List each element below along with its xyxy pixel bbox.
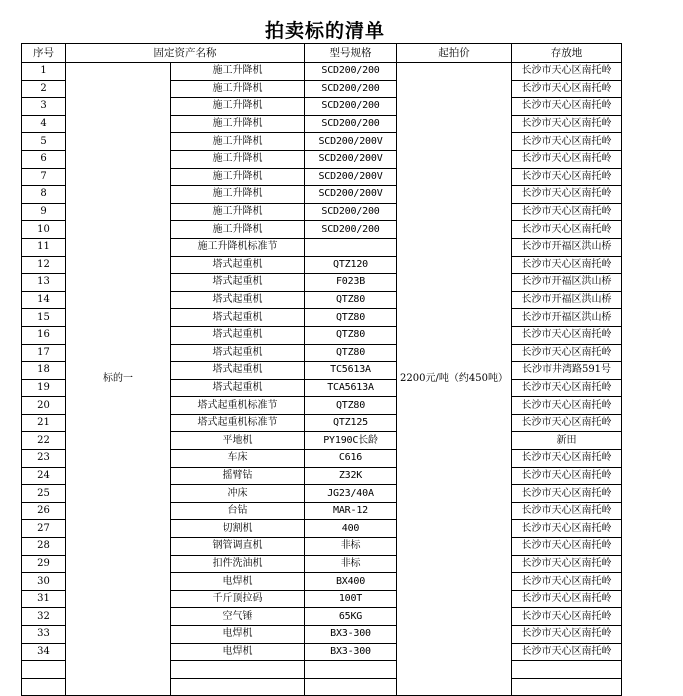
row-location: 长沙市天心区南托岭 [512,203,622,221]
row-no: 30 [22,573,66,591]
row-location: 长沙市天心区南托岭 [512,626,622,644]
row-no: 6 [22,150,66,168]
row-no: 9 [22,203,66,221]
header-model: 型号规格 [305,44,397,63]
row-no: 3 [22,98,66,116]
row-model: SCD200/200 [305,115,397,133]
row-no: 10 [22,221,66,239]
row-no: 33 [22,626,66,644]
row-model: SCD200/200 [305,221,397,239]
row-no: 1 [22,63,66,81]
row-model: 非标 [305,555,397,573]
row-location: 长沙市天心区南托岭 [512,573,622,591]
row-model: JG23/40A [305,485,397,503]
continued-cell [512,661,622,679]
header-no: 序号 [22,44,66,63]
row-no: 22 [22,432,66,450]
row-no: 13 [22,274,66,292]
continued-cell [305,661,397,679]
continued-cell [22,661,66,679]
row-name: 车床 [171,450,305,468]
row-no: 15 [22,309,66,327]
row-model: SCD200/200V [305,186,397,204]
row-model: 400 [305,520,397,538]
row-no: 34 [22,643,66,661]
row-location: 长沙市天心区南托岭 [512,379,622,397]
row-no: 14 [22,291,66,309]
row-model: QTZ80 [305,309,397,327]
row-name: 施工升降机 [171,186,305,204]
row-name: 平地机 [171,432,305,450]
continued-cell [171,678,305,696]
row-location: 长沙市天心区南托岭 [512,643,622,661]
row-no: 29 [22,555,66,573]
continued-cell [22,678,66,696]
row-name: 千斤顶拉码 [171,590,305,608]
row-name: 施工升降机 [171,203,305,221]
row-model: BX3-300 [305,643,397,661]
row-model: PY190C长龄 [305,432,397,450]
row-no: 2 [22,80,66,98]
row-name: 电焊机 [171,573,305,591]
row-name: 塔式起重机 [171,362,305,380]
row-no: 8 [22,186,66,204]
row-location: 长沙市天心区南托岭 [512,221,622,239]
row-location: 长沙市天心区南托岭 [512,150,622,168]
row-no: 25 [22,485,66,503]
row-no: 19 [22,379,66,397]
row-no: 18 [22,362,66,380]
row-no: 17 [22,344,66,362]
row-no: 4 [22,115,66,133]
row-location: 长沙市天心区南托岭 [512,63,622,81]
row-model: SCD200/200 [305,203,397,221]
row-location: 长沙市天心区南托岭 [512,115,622,133]
row-model [305,238,397,256]
row-location: 新田 [512,432,622,450]
row-model: BX400 [305,573,397,591]
row-name: 塔式起重机 [171,309,305,327]
row-model: QTZ120 [305,256,397,274]
row-name: 施工升降机 [171,80,305,98]
row-no: 27 [22,520,66,538]
starting-price: 2200元/吨（约450吨） [397,63,512,696]
row-no: 7 [22,168,66,186]
row-location: 长沙市天心区南托岭 [512,397,622,415]
row-no: 21 [22,414,66,432]
row-name: 塔式起重机 [171,344,305,362]
row-location: 长沙市天心区南托岭 [512,80,622,98]
row-location: 长沙市天心区南托岭 [512,256,622,274]
row-name: 台钻 [171,502,305,520]
row-model: SCD200/200V [305,133,397,151]
continued-cell [305,678,397,696]
row-location: 长沙市天心区南托岭 [512,450,622,468]
row-name: 塔式起重机 [171,256,305,274]
row-name: 施工升降机 [171,98,305,116]
row-name: 施工升降机 [171,63,305,81]
row-model: F023B [305,274,397,292]
row-name: 塔式起重机 [171,326,305,344]
row-location: 长沙市天心区南托岭 [512,98,622,116]
row-model: Z32K [305,467,397,485]
row-name: 扣件洗油机 [171,555,305,573]
row-location: 长沙市开福区洪山桥 [512,274,622,292]
row-model: QTZ80 [305,291,397,309]
row-name: 电焊机 [171,626,305,644]
row-location: 长沙市天心区南托岭 [512,414,622,432]
row-model: TC5613A [305,362,397,380]
row-location: 长沙市天心区南托岭 [512,555,622,573]
row-location: 长沙市井湾路591号 [512,362,622,380]
row-model: MAR-12 [305,502,397,520]
row-location: 长沙市天心区南托岭 [512,538,622,556]
row-location: 长沙市天心区南托岭 [512,502,622,520]
row-name: 施工升降机 [171,133,305,151]
continued-cell [171,661,305,679]
row-model: SCD200/200 [305,63,397,81]
row-name: 摇臂钻 [171,467,305,485]
table-body [22,63,622,696]
row-location: 长沙市天心区南托岭 [512,590,622,608]
row-location: 长沙市开福区洪山桥 [512,291,622,309]
row-model: 非标 [305,538,397,556]
row-model: SCD200/200V [305,150,397,168]
row-model: 100T [305,590,397,608]
row-no: 5 [22,133,66,151]
row-no: 31 [22,590,66,608]
row-no: 16 [22,326,66,344]
document-title: 拍卖标的清单 [264,20,385,42]
row-name: 施工升降机 [171,168,305,186]
header-name: 固定资产名称 [66,44,305,63]
row-location: 长沙市天心区南托岭 [512,344,622,362]
row-name: 切割机 [171,520,305,538]
row-name: 施工升降机标准节 [171,238,305,256]
row-no: 12 [22,256,66,274]
auction-list-table [21,43,622,696]
row-name: 冲床 [171,485,305,503]
row-no: 32 [22,608,66,626]
row-model: C616 [305,450,397,468]
row-location: 长沙市天心区南托岭 [512,326,622,344]
row-name: 施工升降机 [171,150,305,168]
row-name: 电焊机 [171,643,305,661]
row-no: 28 [22,538,66,556]
row-no: 23 [22,450,66,468]
row-name: 塔式起重机标准节 [171,414,305,432]
row-no: 24 [22,467,66,485]
row-name: 塔式起重机 [171,274,305,292]
row-model: SCD200/200 [305,98,397,116]
row-location: 长沙市天心区南托岭 [512,133,622,151]
row-location: 长沙市天心区南托岭 [512,186,622,204]
row-location: 长沙市开福区洪山桥 [512,238,622,256]
table-header-row [22,44,622,63]
row-location: 长沙市天心区南托岭 [512,168,622,186]
table-row [22,63,622,81]
row-location: 长沙市天心区南托岭 [512,485,622,503]
row-model: QTZ80 [305,397,397,415]
row-model: SCD200/200V [305,168,397,186]
row-model: QTZ80 [305,326,397,344]
header-location: 存放地 [512,44,622,63]
row-model: BX3-300 [305,626,397,644]
row-location: 长沙市天心区南托岭 [512,520,622,538]
row-model: SCD200/200 [305,80,397,98]
row-no: 20 [22,397,66,415]
row-model: QTZ125 [305,414,397,432]
row-location: 长沙市天心区南托岭 [512,467,622,485]
row-location: 长沙市开福区洪山桥 [512,309,622,327]
row-name: 塔式起重机 [171,379,305,397]
row-name: 施工升降机 [171,221,305,239]
row-location: 长沙市天心区南托岭 [512,608,622,626]
header-price: 起拍价 [397,44,512,63]
row-name: 塔式起重机 [171,291,305,309]
row-name: 塔式起重机标准节 [171,397,305,415]
continued-cell [512,678,622,696]
row-no: 11 [22,238,66,256]
row-name: 钢管调直机 [171,538,305,556]
row-no: 26 [22,502,66,520]
row-model: 65KG [305,608,397,626]
row-name: 施工升降机 [171,115,305,133]
row-model: TCA5613A [305,379,397,397]
row-name: 空气锤 [171,608,305,626]
row-model: QTZ80 [305,344,397,362]
lot-name: 标的一 [66,63,171,696]
